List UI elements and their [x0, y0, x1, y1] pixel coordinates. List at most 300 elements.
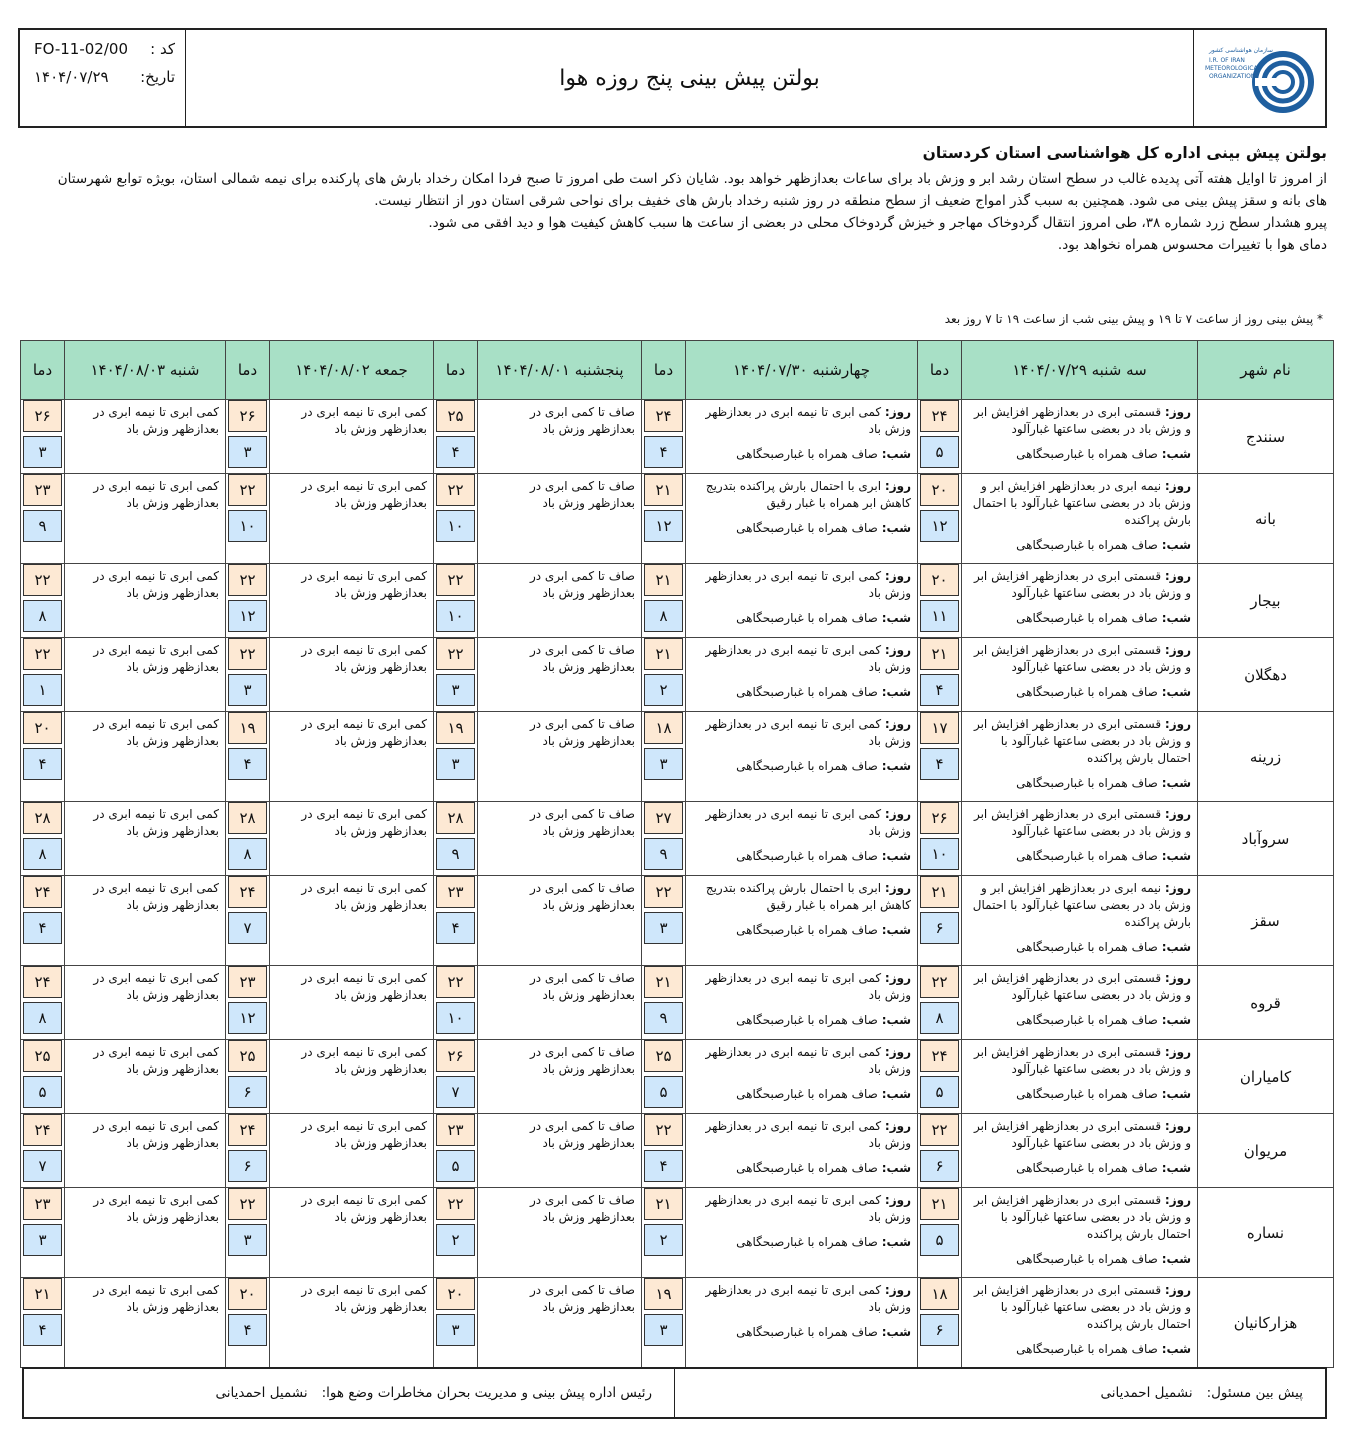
- city-name: سروآباد: [1198, 802, 1334, 876]
- max-temp: ۲۱: [644, 1188, 683, 1220]
- temp-day-4: [226, 1114, 270, 1188]
- night-forecast: [692, 520, 911, 537]
- temp-day-3: [434, 802, 478, 876]
- city-name: زرینه: [1198, 712, 1334, 802]
- min-temp: ۳: [644, 912, 683, 944]
- temp-day-4: [226, 638, 270, 712]
- min-temp: ۶: [920, 1150, 959, 1182]
- day-label: روز:: [884, 717, 911, 731]
- table-row: [21, 638, 1334, 712]
- min-temp: ۷: [228, 912, 267, 944]
- svg-text:METEOROLOGICAL: METEOROLOGICAL: [1204, 65, 1261, 72]
- min-temp: ۵: [920, 436, 959, 468]
- temp-day-5: [21, 474, 65, 564]
- code-value: FO-11-02/00: [34, 40, 128, 58]
- head-name: نشمیل احمدیانی: [215, 1385, 308, 1401]
- max-temp: ۲۰: [920, 474, 959, 506]
- forecast-day-1: [962, 638, 1198, 712]
- max-temp: ۲۲: [228, 1188, 267, 1220]
- forecast-text: کمی ابری تا نیمه ابری در بعدازظهر وزش باد: [301, 1119, 427, 1150]
- forecast-day-3: [478, 1188, 642, 1278]
- table-row: [21, 1278, 1334, 1368]
- forecast-day-2: [686, 876, 918, 966]
- day-forecast-text: کمی ابری تا نیمه ابری در بعدازظهر وزش باد: [705, 717, 911, 748]
- temp-day-3: [434, 966, 478, 1040]
- night-forecast-text: صاف همراه با غبارصبحگاهی: [1016, 1161, 1158, 1175]
- min-temp: ۱۱: [920, 600, 959, 632]
- max-temp: ۲۲: [920, 966, 959, 998]
- table-row: [21, 966, 1334, 1040]
- night-forecast-text: صاف همراه با غبارصبحگاهی: [1016, 1342, 1158, 1356]
- day-forecast: [692, 970, 911, 1004]
- forecast-day-3: [478, 564, 642, 638]
- forecast-text: کمی ابری تا نیمه ابری در بعدازظهر وزش باد: [93, 807, 219, 838]
- day-forecast: [692, 404, 911, 438]
- max-temp: ۲۱: [644, 564, 683, 596]
- forecast-text: کمی ابری تا نیمه ابری در بعدازظهر وزش باد: [93, 881, 219, 912]
- day-forecast: [692, 1192, 911, 1226]
- forecast-text: صاف تا کمی ابری در بعدازظهر وزش باد: [529, 1283, 635, 1314]
- night-label: شب:: [881, 1325, 911, 1339]
- forecast-day-4: [270, 1188, 434, 1278]
- night-label: شب:: [881, 1235, 911, 1249]
- min-temp: ۴: [644, 1150, 683, 1182]
- temp-day-5: [21, 1040, 65, 1114]
- max-temp: ۲۶: [228, 400, 267, 432]
- max-temp: ۱۸: [920, 1278, 959, 1310]
- city-column-header: نام شهر: [1198, 341, 1334, 400]
- temp-day-3: [434, 1040, 478, 1114]
- meteorology-logo-icon: [1205, 38, 1315, 118]
- temp-day-5: [21, 1114, 65, 1188]
- max-temp: ۲۱: [644, 966, 683, 998]
- night-label: شب:: [1161, 1087, 1191, 1101]
- temp-day-1: [918, 966, 962, 1040]
- forecast-day-2: [686, 966, 918, 1040]
- temp-day-1: [918, 1188, 962, 1278]
- temp-day-4: [226, 474, 270, 564]
- night-forecast-text: صاف همراه با غبارصبحگاهی: [736, 1013, 878, 1027]
- night-forecast: [692, 446, 911, 463]
- forecast-text: کمی ابری تا نیمه ابری در بعدازظهر وزش باد: [93, 479, 219, 510]
- night-forecast: [968, 446, 1191, 463]
- night-forecast-text: صاف همراه با غبارصبحگاهی: [1016, 849, 1158, 863]
- temp-day-2: [642, 966, 686, 1040]
- night-forecast: [968, 1160, 1191, 1177]
- day-forecast-text: نیمه ابری در بعدازظهر افزایش ابر و وزش باد در بعضی ساعتها غبارآلود با احتمال بارش پراکنده: [972, 479, 1191, 527]
- min-temp: ۳: [228, 674, 267, 706]
- temp-day-5: [21, 712, 65, 802]
- temp-day-2: [642, 1114, 686, 1188]
- forecaster-name: نشمیل احمدیانی: [1100, 1385, 1193, 1401]
- night-forecast: [692, 758, 911, 775]
- day-forecast-text: کمی ابری تا نیمه ابری در بعدازظهر وزش باد: [705, 971, 911, 1002]
- intro-heading: بولتن پیش بینی اداره کل هواشناسی استان کردستان: [922, 144, 1327, 162]
- night-label: شب:: [881, 685, 911, 699]
- min-temp: ۵: [23, 1076, 62, 1108]
- min-temp: ۱۲: [228, 1002, 267, 1034]
- day-forecast-text: کمی ابری تا نیمه ابری در بعدازظهر وزش باد: [705, 1193, 911, 1224]
- forecast-day-5: [65, 1278, 226, 1368]
- temp-day-5: [21, 1188, 65, 1278]
- night-forecast-text: صاف همراه با غبارصبحگاهی: [1016, 611, 1158, 625]
- night-forecast-text: صاف همراه با غبارصبحگاهی: [1016, 940, 1158, 954]
- day-forecast-text: قسمتی ابری در بعدازظهر افزایش ابر و وزش باد در بعضی ساعتها غبارآلود: [973, 1045, 1191, 1076]
- forecast-day-2: [686, 1188, 918, 1278]
- min-temp: ۱۰: [436, 1002, 475, 1034]
- min-temp: ۵: [644, 1076, 683, 1108]
- temp-day-3: [434, 1188, 478, 1278]
- forecast-text: کمی ابری تا نیمه ابری در بعدازظهر وزش باد: [93, 569, 219, 600]
- day-2-header: چهارشنبه ۱۴۰۴/۰۷/۳۰: [686, 341, 918, 400]
- forecast-day-4: [270, 966, 434, 1040]
- temp-day-3: [434, 400, 478, 474]
- forecast-day-5: [65, 1040, 226, 1114]
- night-label: شب:: [1161, 1252, 1191, 1266]
- temp-day-1: [918, 474, 962, 564]
- day-forecast: [692, 806, 911, 840]
- forecast-day-3: [478, 638, 642, 712]
- day-label: روز:: [1164, 1119, 1191, 1133]
- min-temp: ۴: [23, 1314, 62, 1346]
- day-label: روز:: [1164, 971, 1191, 985]
- day-forecast-text: قسمتی ابری در بعدازظهر افزایش ابر و وزش باد در بعضی ساعتها غبارآلود: [973, 405, 1191, 436]
- forecast-day-4: [270, 876, 434, 966]
- day-forecast: [968, 1192, 1191, 1243]
- min-temp: ۴: [644, 436, 683, 468]
- forecast-text: صاف تا کمی ابری در بعدازظهر وزش باد: [529, 1119, 635, 1150]
- city-name: سنندج: [1198, 400, 1334, 474]
- forecast-text: کمی ابری تا نیمه ابری در بعدازظهر وزش باد: [301, 971, 427, 1002]
- max-temp: ۲۰: [436, 1278, 475, 1310]
- temp-day-4: [226, 712, 270, 802]
- svg-text:ORGANIZATION: ORGANIZATION: [1208, 73, 1255, 80]
- code-label: کد :: [150, 40, 175, 58]
- day-forecast: [968, 1118, 1191, 1152]
- night-forecast-text: صاف همراه با غبارصبحگاهی: [736, 447, 878, 461]
- temp-day-3: [434, 474, 478, 564]
- day-label: روز:: [884, 971, 911, 985]
- night-label: شب:: [1161, 1161, 1191, 1175]
- forecast-day-3: [478, 474, 642, 564]
- min-temp: ۸: [23, 600, 62, 632]
- day-label: روز:: [1164, 643, 1191, 657]
- min-temp: ۶: [228, 1150, 267, 1182]
- temp-day-2: [642, 876, 686, 966]
- min-temp: ۶: [228, 1076, 267, 1108]
- forecast-text: صاف تا کمی ابری در بعدازظهر وزش باد: [529, 881, 635, 912]
- max-temp: ۱۹: [228, 712, 267, 744]
- min-temp: ۹: [23, 510, 62, 542]
- forecast-text: کمی ابری تا نیمه ابری در بعدازظهر وزش باد: [93, 1283, 219, 1314]
- night-forecast-text: صاف همراه با غبارصبحگاهی: [736, 611, 878, 625]
- min-temp: ۲: [644, 1224, 683, 1256]
- min-temp: ۱۰: [436, 510, 475, 542]
- night-forecast-text: صاف همراه با غبارصبحگاهی: [1016, 1087, 1158, 1101]
- min-temp: ۷: [23, 1150, 62, 1182]
- forecast-day-5: [65, 1188, 226, 1278]
- forecast-day-1: [962, 564, 1198, 638]
- intro-section: [37, 142, 1327, 256]
- night-label: شب:: [881, 447, 911, 461]
- day-label: روز:: [1164, 807, 1191, 821]
- temp-day-5: [21, 876, 65, 966]
- day-forecast-text: کمی ابری تا نیمه ابری در بعدازظهر وزش باد: [705, 1283, 911, 1314]
- day-forecast: [968, 404, 1191, 438]
- forecast-text: صاف تا کمی ابری در بعدازظهر وزش باد: [529, 807, 635, 838]
- forecast-day-2: [686, 638, 918, 712]
- day-label: روز:: [884, 881, 911, 895]
- day-label: روز:: [884, 479, 911, 493]
- night-forecast: [692, 848, 911, 865]
- forecast-day-1: [962, 802, 1198, 876]
- table-row: [21, 564, 1334, 638]
- city-name: هزارکانیان: [1198, 1278, 1334, 1368]
- night-forecast: [968, 775, 1191, 792]
- min-temp: ۶: [920, 912, 959, 944]
- min-temp: ۳: [23, 1224, 62, 1256]
- day-label: روز:: [884, 1045, 911, 1059]
- min-temp: ۱۲: [920, 510, 959, 542]
- min-temp: ۹: [644, 838, 683, 870]
- forecast-day-2: [686, 474, 918, 564]
- max-temp: ۲۰: [228, 1278, 267, 1310]
- night-label: شب:: [1161, 611, 1191, 625]
- max-temp: ۲۳: [436, 1114, 475, 1146]
- night-label: شب:: [1161, 1342, 1191, 1356]
- forecast-day-5: [65, 876, 226, 966]
- temp-day-4: [226, 1040, 270, 1114]
- day-label: روز:: [1164, 479, 1191, 493]
- night-forecast-text: صاف همراه با غبارصبحگاهی: [1016, 685, 1158, 699]
- forecast-table: [20, 340, 1334, 1368]
- night-forecast: [968, 537, 1191, 554]
- night-label: شب:: [881, 611, 911, 625]
- max-temp: ۲۲: [920, 1114, 959, 1146]
- max-temp: ۲۲: [436, 966, 475, 998]
- night-forecast: [692, 1324, 911, 1341]
- city-name: قروه: [1198, 966, 1334, 1040]
- temp-day-3: [434, 1114, 478, 1188]
- city-name: مریوان: [1198, 1114, 1334, 1188]
- min-temp: ۱: [23, 674, 62, 706]
- forecast-day-1: [962, 1188, 1198, 1278]
- day-3-header: پنجشنبه ۱۴۰۴/۰۸/۰۱: [478, 341, 642, 400]
- night-label: شب:: [881, 923, 911, 937]
- temp-day-3: [434, 638, 478, 712]
- max-temp: ۱۷: [920, 712, 959, 744]
- temp-day-4: [226, 1278, 270, 1368]
- forecast-day-3: [478, 1040, 642, 1114]
- forecast-day-5: [65, 1114, 226, 1188]
- night-forecast: [968, 1341, 1191, 1358]
- page-title: بولتن پیش بینی پنج روزه هوا: [559, 65, 820, 91]
- night-label: شب:: [1161, 776, 1191, 790]
- night-forecast: [968, 939, 1191, 956]
- table-row: [21, 1040, 1334, 1114]
- table-row: [21, 802, 1334, 876]
- night-forecast-text: صاف همراه با غبارصبحگاهی: [736, 1087, 878, 1101]
- min-temp: ۵: [920, 1076, 959, 1108]
- temp-day-4: [226, 876, 270, 966]
- forecast-text: کمی ابری تا نیمه ابری در بعدازظهر وزش باد: [301, 807, 427, 838]
- forecast-day-1: [962, 966, 1198, 1040]
- intro-paragraph-1: از امروز تا اوایل هفته آتی پدیده غالب در سطح استان رشد ابر و وزش باد برای ساعات بعدازظهر خواهد بود. شایان ذکر است طی امروز تا صبح فردا امکان رخداد بارش های پارکنده برای نیمه شمالی استان، بویژه توابع شهرستان های بانه و سقز پیش بینی می شود. همچنین به سبب گذر امواج ضعیف از سطح منطقه در روز شنبه رخداد بارش های خفیف برای نواحی شرقی استان دور از انتظار نیست.: [57, 171, 1327, 209]
- temp-day-1: [918, 1040, 962, 1114]
- day-label: روز:: [884, 1193, 911, 1207]
- date-value: ۱۴۰۴/۰۷/۲۹: [34, 68, 109, 86]
- forecast-text: صاف تا کمی ابری در بعدازظهر وزش باد: [529, 643, 635, 674]
- night-forecast-text: صاف همراه با غبارصبحگاهی: [736, 759, 878, 773]
- temp-day-2: [642, 638, 686, 712]
- night-forecast-text: صاف همراه با غبارصبحگاهی: [1016, 538, 1158, 552]
- min-temp: ۳: [228, 1224, 267, 1256]
- night-forecast-text: صاف همراه با غبارصبحگاهی: [736, 1161, 878, 1175]
- night-forecast-text: صاف همراه با غبارصبحگاهی: [736, 1325, 878, 1339]
- max-temp: ۲۴: [644, 400, 683, 432]
- forecast-text: صاف تا کمی ابری در بعدازظهر وزش باد: [529, 1193, 635, 1224]
- temp-day-1: [918, 564, 962, 638]
- forecast-day-4: [270, 1278, 434, 1368]
- forecast-day-4: [270, 474, 434, 564]
- forecast-day-3: [478, 400, 642, 474]
- max-temp: ۲۷: [644, 802, 683, 834]
- forecast-day-1: [962, 1114, 1198, 1188]
- night-label: شب:: [1161, 447, 1191, 461]
- temp-day-1: [918, 712, 962, 802]
- max-temp: ۲۲: [436, 474, 475, 506]
- date-label: تاریخ:: [140, 68, 175, 86]
- max-temp: ۲۴: [228, 1114, 267, 1146]
- max-temp: ۲۸: [436, 802, 475, 834]
- max-temp: ۲۰: [23, 712, 62, 744]
- temp-day-1: [918, 802, 962, 876]
- forecast-table-body: [21, 400, 1334, 1368]
- day-forecast: [692, 716, 911, 750]
- day-forecast-text: قسمتی ابری در بعدازظهر افزایش ابر و وزش باد در بعضی ساعتها غبارآلود: [973, 971, 1191, 1002]
- day-label: روز:: [884, 807, 911, 821]
- min-temp: ۸: [644, 600, 683, 632]
- temp-day-4: [226, 400, 270, 474]
- table-row: [21, 712, 1334, 802]
- night-forecast: [692, 922, 911, 939]
- day-forecast: [692, 642, 911, 676]
- day-forecast: [692, 478, 911, 512]
- min-temp: ۴: [228, 748, 267, 780]
- max-temp: ۲۱: [920, 638, 959, 670]
- temp-day-3: [434, 712, 478, 802]
- forecast-day-1: [962, 1278, 1198, 1368]
- forecast-time-note: * پیش بینی روز از ساعت ۷ تا ۱۹ و پیش بینی شب از ساعت ۱۹ تا ۷ روز بعد: [944, 312, 1323, 326]
- city-name: نساره: [1198, 1188, 1334, 1278]
- day-forecast: [968, 716, 1191, 767]
- day-forecast-text: ابری با احتمال بارش پراکنده بتدریج کاهش ابر همراه با غبار رقیق: [705, 881, 911, 912]
- forecast-day-4: [270, 802, 434, 876]
- night-forecast-text: صاف همراه با غبارصبحگاهی: [1016, 776, 1158, 790]
- intro-paragraph-2: پیرو هشدار سطح زرد شماره ۳۸، طی امروز انتقال گردوخاک مهاجر و خیزش گردوخاک محلی در بعضی از ساعت ها سبب کاهش کیفیت هوا و دید افقی می شود.: [428, 215, 1327, 231]
- day-1-header: سه شنبه ۱۴۰۴/۰۷/۲۹: [962, 341, 1198, 400]
- max-temp: ۲۱: [644, 474, 683, 506]
- day-forecast-text: قسمتی ابری در بعدازظهر افزایش ابر و وزش باد در بعضی ساعتها غبارآلود با احتمال بارش پراکنده: [973, 717, 1191, 765]
- forecast-day-1: [962, 876, 1198, 966]
- city-name: بیجار: [1198, 564, 1334, 638]
- max-temp: ۲۴: [228, 876, 267, 908]
- min-temp: ۳: [644, 1314, 683, 1346]
- forecast-text: کمی ابری تا نیمه ابری در بعدازظهر وزش باد: [301, 569, 427, 600]
- table-row: [21, 400, 1334, 474]
- min-temp: ۱۰: [228, 510, 267, 542]
- forecast-text: صاف تا کمی ابری در بعدازظهر وزش باد: [529, 479, 635, 510]
- min-temp: ۴: [23, 912, 62, 944]
- min-temp: ۸: [920, 1002, 959, 1034]
- day-forecast: [692, 1044, 911, 1078]
- max-temp: ۲۸: [228, 802, 267, 834]
- day-forecast: [968, 1044, 1191, 1078]
- day-forecast-text: کمی ابری تا نیمه ابری در بعدازظهر وزش باد: [705, 405, 911, 436]
- max-temp: ۲۳: [228, 966, 267, 998]
- max-temp: ۲۲: [23, 564, 62, 596]
- min-temp: ۳: [436, 674, 475, 706]
- min-temp: ۶: [920, 1314, 959, 1346]
- forecaster-label: پیش بین مسئول:: [1206, 1385, 1303, 1401]
- forecast-day-5: [65, 400, 226, 474]
- max-temp: ۲۳: [436, 876, 475, 908]
- min-temp: ۳: [23, 436, 62, 468]
- forecast-text: کمی ابری تا نیمه ابری در بعدازظهر وزش باد: [93, 1193, 219, 1224]
- night-forecast: [968, 1012, 1191, 1029]
- temp-day-4: [226, 966, 270, 1040]
- temp-day-2: [642, 564, 686, 638]
- day-label: روز:: [1164, 717, 1191, 731]
- temp-header: دما: [434, 341, 478, 400]
- max-temp: ۲۳: [23, 474, 62, 506]
- night-forecast-text: صاف همراه با غبارصبحگاهی: [1016, 1252, 1158, 1266]
- day-forecast: [968, 478, 1191, 529]
- head-label: رئیس اداره پیش بینی و مدیریت بحران مخاطرات وضع هوا:: [321, 1385, 652, 1401]
- max-temp: ۲۴: [23, 966, 62, 998]
- forecast-day-3: [478, 1278, 642, 1368]
- max-temp: ۲۰: [920, 564, 959, 596]
- day-forecast-text: ابری با احتمال بارش پراکنده بتدریج کاهش ابر همراه با غبار رقیق: [705, 479, 911, 510]
- forecast-day-2: [686, 1278, 918, 1368]
- day-forecast: [968, 568, 1191, 602]
- night-forecast: [968, 684, 1191, 701]
- forecast-text: کمی ابری تا نیمه ابری در بعدازظهر وزش باد: [301, 643, 427, 674]
- day-forecast: [968, 1282, 1191, 1333]
- temp-day-5: [21, 1278, 65, 1368]
- forecast-day-5: [65, 712, 226, 802]
- night-forecast: [692, 1012, 911, 1029]
- min-temp: ۱۰: [436, 600, 475, 632]
- day-4-header: جمعه ۱۴۰۴/۰۸/۰۲: [270, 341, 434, 400]
- table-row: [21, 474, 1334, 564]
- code-date-box: [20, 30, 186, 126]
- min-temp: ۴: [436, 912, 475, 944]
- day-label: روز:: [884, 643, 911, 657]
- night-forecast: [692, 1160, 911, 1177]
- forecast-text: کمی ابری تا نیمه ابری در بعدازظهر وزش باد: [301, 717, 427, 748]
- forecast-text: صاف تا کمی ابری در بعدازظهر وزش باد: [529, 1045, 635, 1076]
- max-temp: ۲۵: [644, 1040, 683, 1072]
- night-label: شب:: [1161, 538, 1191, 552]
- forecast-day-5: [65, 966, 226, 1040]
- max-temp: ۱۸: [644, 712, 683, 744]
- day-forecast-text: قسمتی ابری در بعدازظهر افزایش ابر و وزش باد در بعضی ساعتها غبارآلود: [973, 569, 1191, 600]
- night-forecast-text: صاف همراه با غبارصبحگاهی: [1016, 1013, 1158, 1027]
- forecast-day-4: [270, 638, 434, 712]
- forecast-day-4: [270, 400, 434, 474]
- table-row: [21, 876, 1334, 966]
